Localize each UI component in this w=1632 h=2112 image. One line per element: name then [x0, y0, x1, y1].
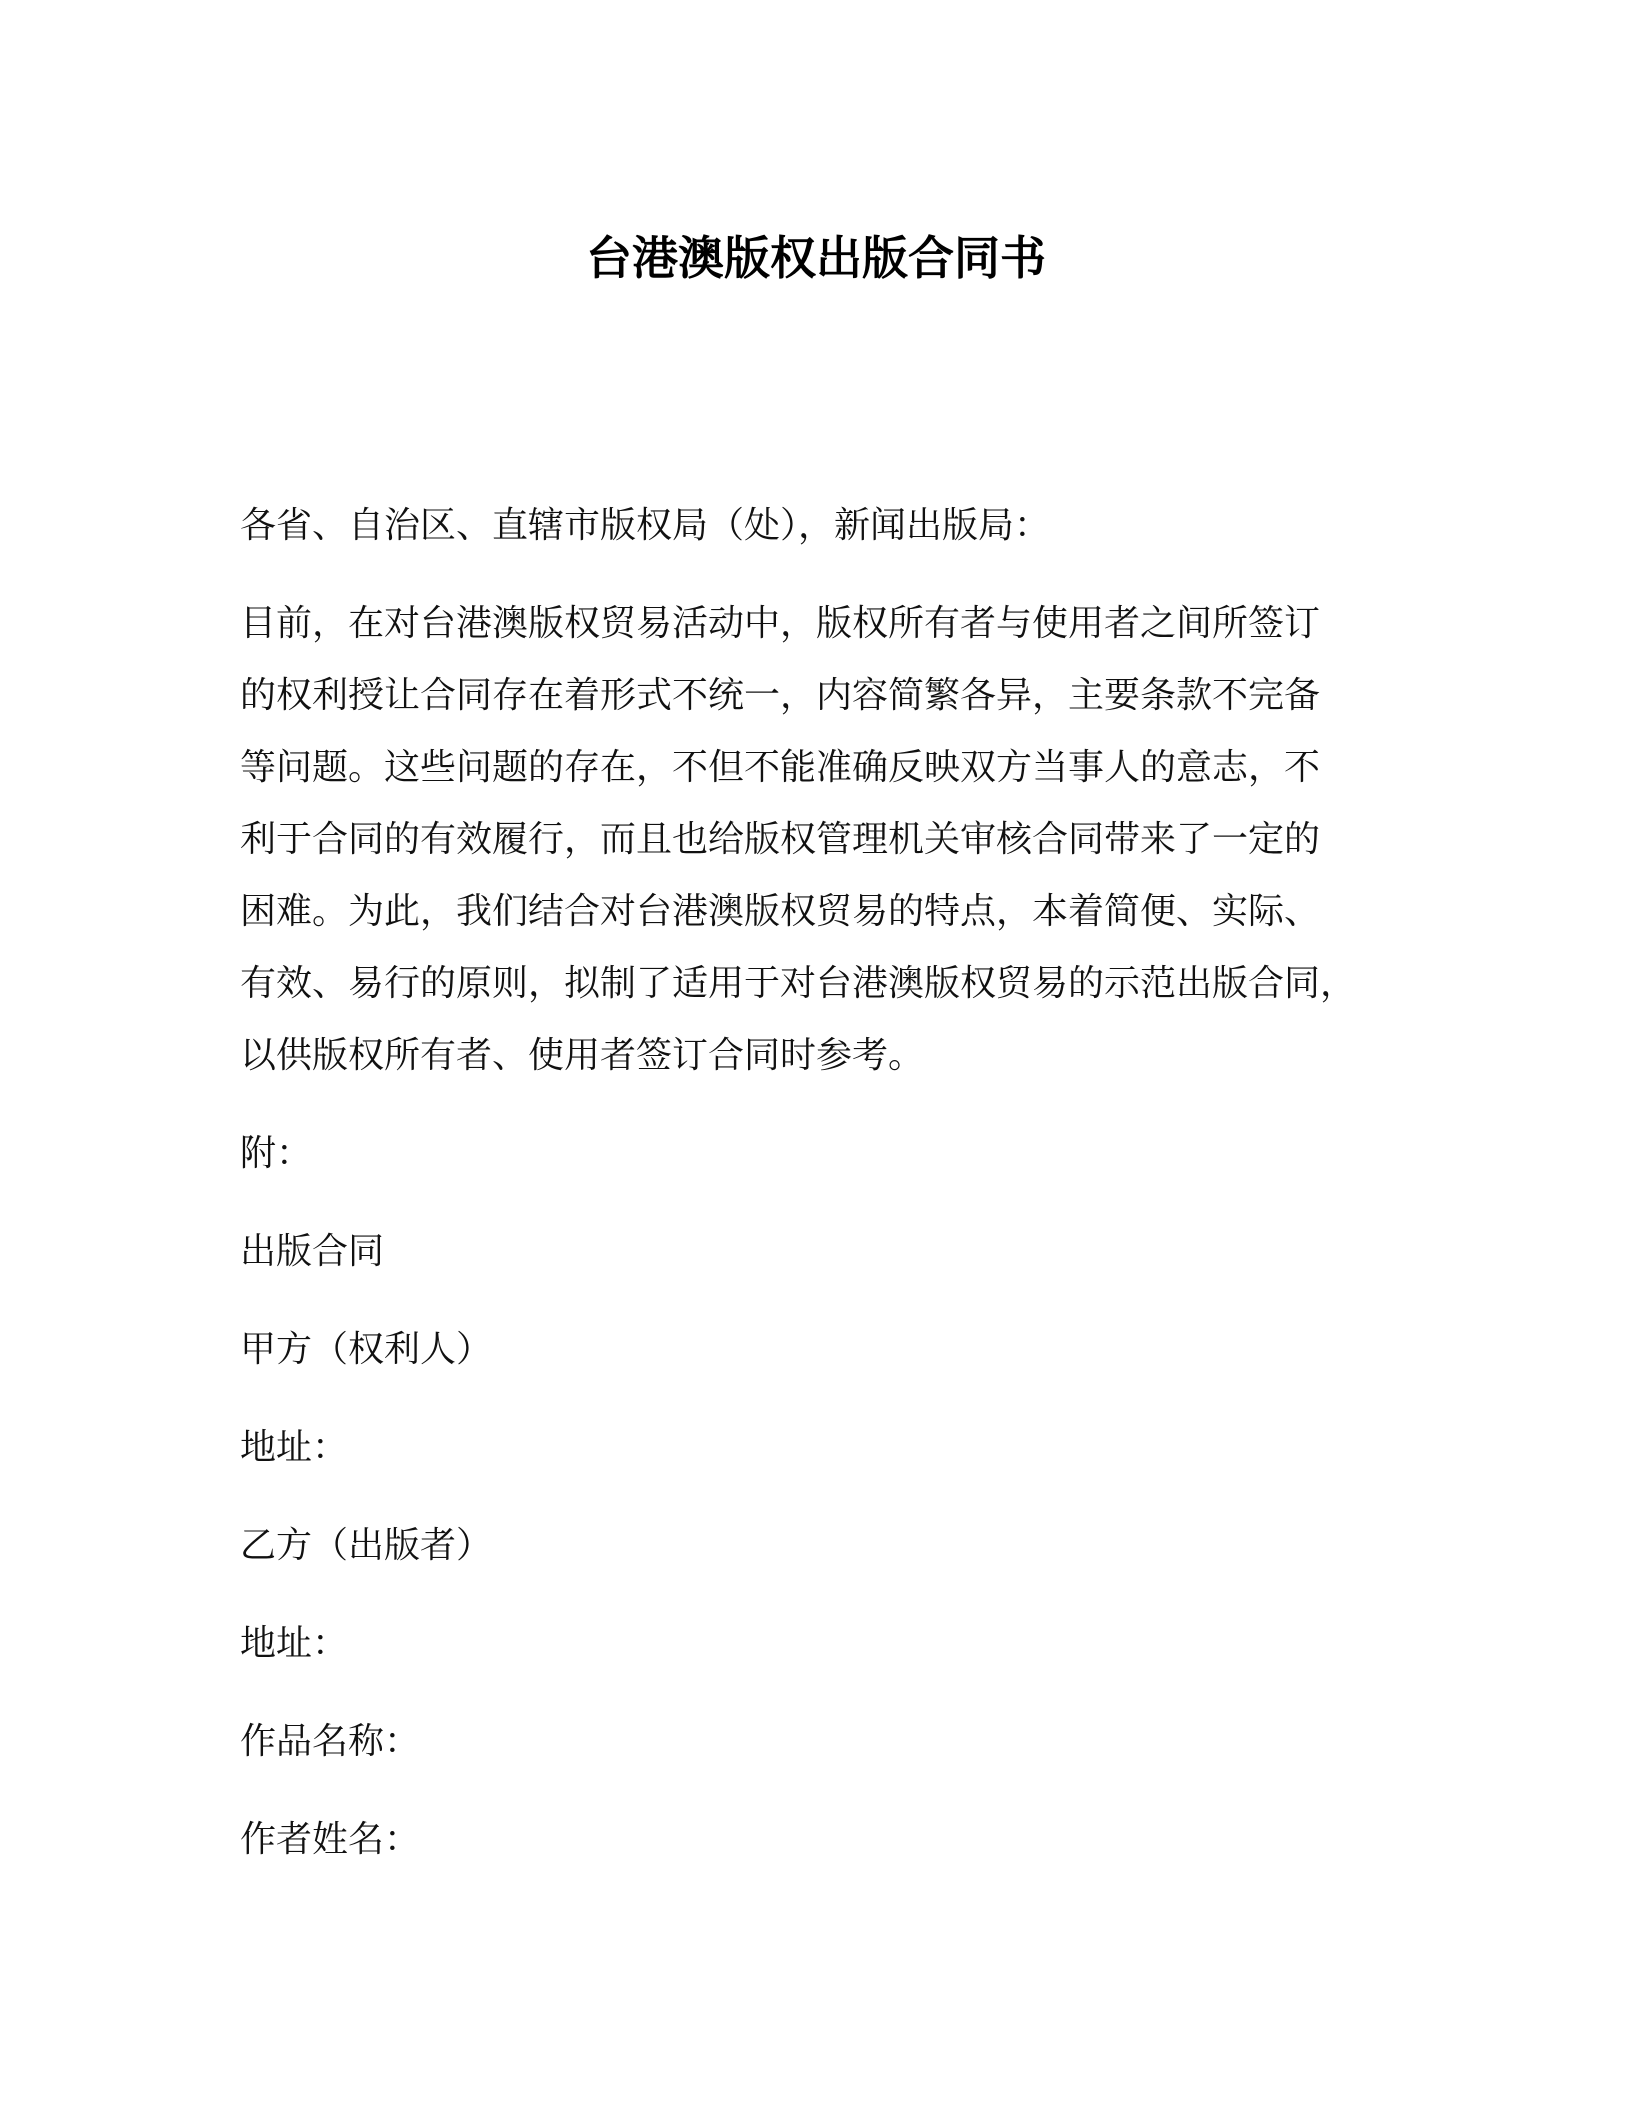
party-a-label: 甲方（权利人）	[240, 1329, 493, 1370]
body-line: 目前，在对台港澳版权贸易活动中，版权所有者与使用者之间所签订	[240, 603, 1321, 644]
salutation-line: 各省、自治区、直辖市版权局（处），新闻出版局：	[240, 505, 1051, 546]
party-b-label: 乙方（出版者）	[240, 1525, 493, 1566]
party-a-address-label: 地址：	[240, 1427, 349, 1468]
body-line: 有效、易行的原则，拟制了适用于对台港澳版权贸易的示范出版合同，	[240, 963, 1357, 1004]
body-line: 等问题。这些问题的存在，不但不能准确反映双方当事人的意志，不	[240, 747, 1321, 788]
party-b-address-label: 地址：	[240, 1623, 349, 1664]
contract-heading: 出版合同	[240, 1231, 385, 1272]
work-title-label: 作品名称：	[240, 1721, 421, 1762]
attachment-label: 附：	[240, 1133, 313, 1174]
author-name-label: 作者姓名：	[240, 1819, 421, 1860]
body-line: 的权利授让合同存在着形式不统一，内容简繁各异，主要条款不完备	[240, 675, 1321, 716]
body-paragraph	[240, 588, 1400, 1092]
document-title: 台港澳版权出版合同书	[586, 231, 1046, 285]
body-line: 以供版权所有者、使用者签订合同时参考。	[240, 1035, 925, 1076]
body-line: 困难。为此，我们结合对台港澳版权贸易的特点，本着简便、实际、	[240, 891, 1321, 932]
document-content	[240, 490, 1400, 1902]
body-line: 利于合同的有效履行，而且也给版权管理机关审核合同带来了一定的	[240, 819, 1321, 860]
